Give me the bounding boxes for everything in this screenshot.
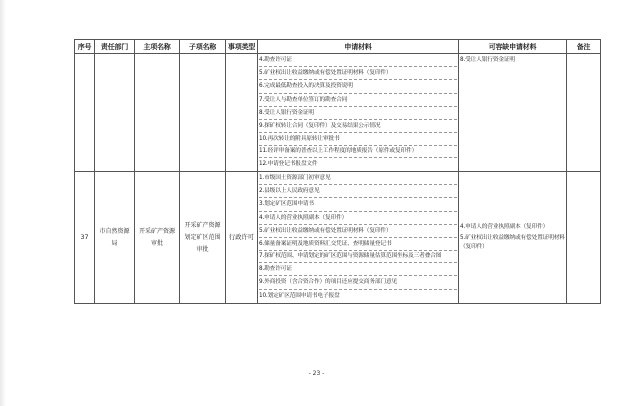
sub-item-text: 开采矿产资源划定矿区范围审批 — [184, 221, 221, 253]
remarks-cell — [567, 54, 601, 172]
material-item: 9.外商投资（含合资合作）的项目还应提交商务部门意见 — [259, 276, 457, 289]
department-cell — [95, 172, 135, 304]
table-header-row — [75, 40, 601, 54]
material-item: 1.市级国土资源部门初审意见 — [259, 172, 457, 185]
table-row — [75, 54, 601, 172]
department-text: 市自然资源局 — [99, 227, 130, 247]
main-item-cell — [135, 172, 180, 304]
material-item: 7.受让人与勘查单位签订的勘查合同 — [259, 94, 457, 107]
material-item: 9.探矿权转让合同（复印件）及交易结果公示情况 — [259, 120, 457, 133]
acceptable-cell — [459, 54, 567, 172]
main-item-cell — [135, 54, 180, 172]
header-materials: 申请材料 — [258, 40, 459, 54]
acceptable-item: 4.申请人的营业执照副本（复印件） — [460, 224, 549, 230]
header-department: 责任部门 — [95, 40, 135, 54]
material-item: 3.划定矿区范围申请书 — [259, 198, 457, 211]
material-item: 5.矿业权出让收益缴纳或有偿处置证明材料（复印件） — [259, 67, 457, 80]
remarks-cell — [567, 172, 601, 304]
department-cell — [95, 54, 135, 172]
header-remarks: 备注 — [567, 40, 601, 54]
header-sub-item: 子项名称 — [180, 40, 226, 54]
material-item: 2.县级以上人民政府意见 — [259, 185, 457, 198]
item-type-cell: 行政许可 — [226, 172, 258, 304]
material-item: 12.申请登记书报盘文件 — [259, 161, 318, 168]
material-item: 11.经评审备案的普查以上工作程度的地质报告（原件或复印件） — [259, 146, 457, 158]
material-item: 10.划定矿区范围申请书电子报盘 — [259, 292, 340, 299]
materials-cell — [258, 54, 459, 172]
materials-cell — [258, 172, 459, 304]
acceptable-item: 5.矿业权出让收益缴纳或有偿处置证明材料（复印件） — [460, 235, 565, 250]
material-item: 10.再次转让的附具原转让审批书 — [259, 133, 457, 146]
table-row — [75, 172, 601, 304]
sub-item-cell — [180, 172, 226, 304]
main-item-text: 开采矿产资源审批 — [138, 227, 175, 247]
header-seq: 序号 — [75, 40, 95, 54]
material-item: 4.勘查许可证 — [259, 54, 457, 67]
material-item: 7.探矿权范围、申请划定的矿区范围与资源储量估算范围坐标及三者叠合图 — [259, 251, 457, 263]
material-item: 6.完成最低勘查投入的决算及投资说明 — [259, 80, 457, 93]
seq-cell: 37 — [75, 172, 95, 304]
header-acceptable: 可容缺申请材料 — [459, 40, 567, 54]
material-item: 6.储量备案证明及地质资料汇交凭证、查明储量登记书 — [259, 238, 457, 251]
acceptable-item: 8.受让人银行资金证明 — [460, 57, 515, 63]
page-number: - 23 - — [308, 370, 325, 377]
page-edge-shadow — [0, 0, 6, 406]
header-main-item: 主项名称 — [135, 40, 180, 54]
acceptable-cell — [459, 172, 567, 304]
header-item-type: 事项类型 — [226, 40, 258, 54]
sub-item-cell — [180, 54, 226, 172]
material-item: 8.受让人银行资金证明 — [259, 107, 457, 120]
material-item: 4.申请人的营业执照副本（复印件） — [259, 212, 457, 225]
item-type-cell — [226, 54, 258, 172]
matters-table — [74, 39, 601, 304]
material-item: 5.矿业权出让收益缴纳或有偿处置证明材料（复印件） — [259, 225, 457, 238]
material-item: 8.勘查许可证 — [259, 263, 457, 276]
seq-cell — [75, 54, 95, 172]
